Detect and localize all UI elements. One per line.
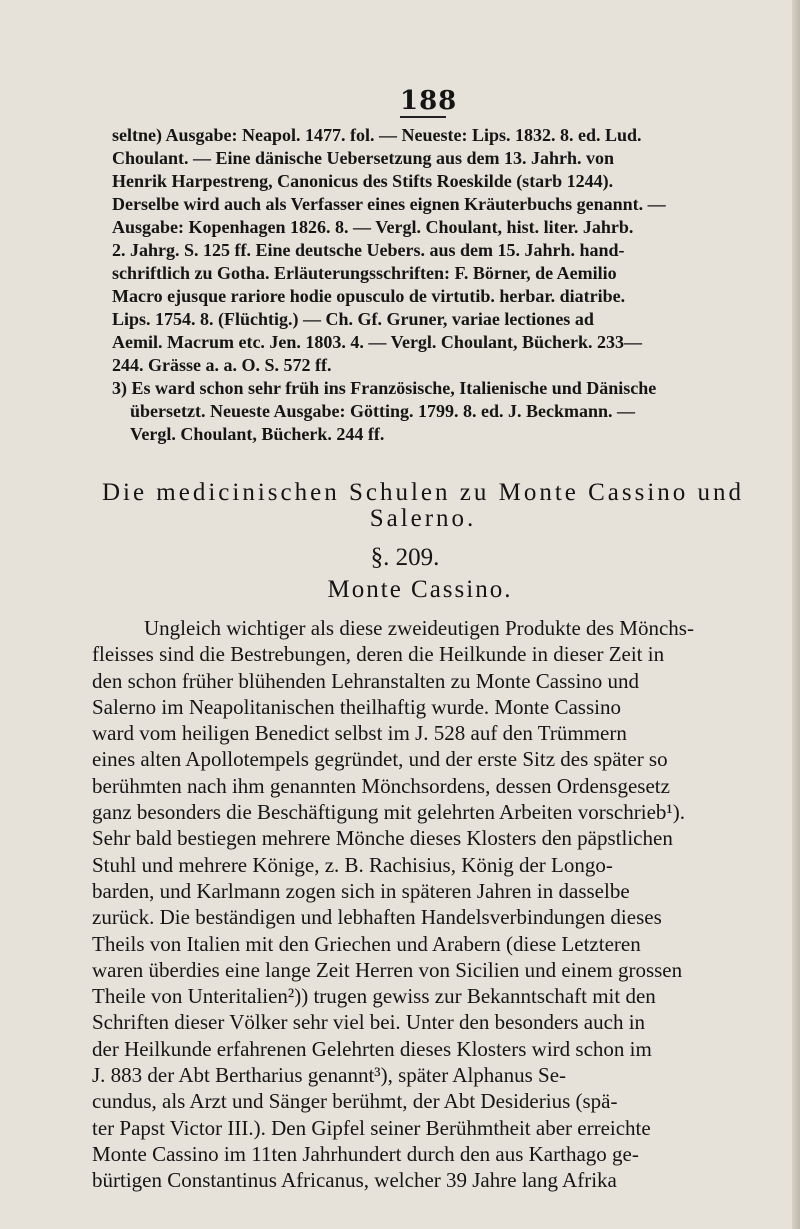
body-line: Ungleich wichtiger als diese zweideutigen Produkte des Mönchs- xyxy=(144,616,694,640)
footnote-line: schriftlich zu Gotha. Erläuterungsschriften: F. Börner, de Aemilio xyxy=(112,263,617,283)
body-line: J. 883 der Abt Bertharius genannt³), später Alphanus Se- xyxy=(92,1063,567,1088)
body-line: bürtigen Constantinus Africanus, welcher 39 Jahre lang Afrika xyxy=(92,1168,617,1193)
body-line: zurück. Die beständigen und lebhaften Handelsverbindungen dieses xyxy=(92,905,662,930)
body-line: Monte Cassino im 11ten Jahrhundert durch den aus Karthago ge- xyxy=(92,1141,639,1166)
body-line: waren überdies eine lange Zeit Herren von Sicilien und einem grossen xyxy=(92,957,683,982)
body-line: Sehr bald bestiegen mehrere Mönche dieses Klosters den päpstlichen xyxy=(92,826,673,851)
body-line: berühmten nach ihm genannten Mönchsordens, dessen Ordensgesetz xyxy=(92,773,670,798)
body-line: der Heilkunde erfahrenen Gelehrten dieses Klosters wird schon im xyxy=(92,1036,652,1061)
footnote-line: 3) Es ward schon sehr früh ins Französische, Italienische und Dänische xyxy=(112,378,657,398)
section-title: Monte Cassino. xyxy=(327,576,513,603)
footnote-line: Aemil. Macrum etc. Jen. 1803. 4. — Vergl. Choulant, Bücherk. 233— xyxy=(112,332,642,352)
body-line: den schon früher blühenden Lehranstalten zu Monte Cassino und xyxy=(92,668,640,693)
body-line: fleisses sind die Bestrebungen, deren die Heilkunde in dieser Zeit in xyxy=(92,642,665,667)
body-text xyxy=(92,615,758,1194)
footnote-line: seltne) Ausgabe: Neapol. 1477. fol. — Neueste: Lips. 1832. 8. ed. Lud. xyxy=(112,125,642,145)
section-number: §. 209. xyxy=(370,544,440,571)
body-line: Salerno im Neapolitanischen theilhaftig wurde. Monte Cassino xyxy=(92,694,621,719)
body-line: ganz besonders die Beschäftigung mit gelehrten Arbeiten vorschrieb¹). xyxy=(92,800,685,825)
body-line: Stuhl und mehrere Könige, z. B. Rachisius, König der Longo- xyxy=(92,852,613,877)
body-line: ter Papst Victor III.). Den Gipfel seiner Berühmtheit aber erreichte xyxy=(92,1115,651,1140)
footnote-line: Derselbe wird auch als Verfasser eines eignen Kräuterbuchs genannt. — xyxy=(112,194,666,214)
footnote-line: Ausgabe: Kopenhagen 1826. 8. — Vergl. Choulant, hist. liter. Jahrb. xyxy=(112,217,634,237)
scan-edge-shadow xyxy=(792,0,800,1229)
body-line: Schriften dieser Völker sehr viel bei. Unter den besonders auch in xyxy=(92,1010,646,1035)
footnote-line: Henrik Harpestreng, Canonicus des Stifts Roeskilde (starb 1244). xyxy=(112,171,614,191)
chapter-heading-continued: Salerno. xyxy=(369,505,477,532)
footnote-line: Choulant. — Eine dänische Uebersetzung aus dem 13. Jahrh. von xyxy=(112,148,615,168)
chapter-heading: Die medicinischen Schulen zu Monte Cassino und xyxy=(101,479,745,506)
footnote-line: 2. Jahrg. S. 125 ff. Eine deutsche Uebers. aus dem 15. Jahrh. hand- xyxy=(112,240,625,260)
body-line: ward vom heiligen Benedict selbst im J. 528 auf den Trümmern xyxy=(92,721,627,746)
body-line: Theile von Unteritalien²)) trugen gewiss zur Bekanntschaft mit den xyxy=(92,984,656,1009)
body-line: Theils von Italien mit den Griechen und Arabern (diese Letzteren xyxy=(92,931,641,956)
body-line: cundus, als Arzt und Sänger berühmt, der Abt Desiderius (spä- xyxy=(92,1089,618,1114)
footnote-line: 244. Grässe a. a. O. S. 572 ff. xyxy=(112,355,332,375)
body-line: eines alten Apollotempels gegründet, und der erste Sitz des später so xyxy=(92,747,668,772)
footnote-line: Vergl. Choulant, Bücherk. 244 ff. xyxy=(130,424,385,444)
footnote-line: übersetzt. Neueste Ausgabe: Götting. 1799. 8. ed. J. Beckmann. — xyxy=(130,401,635,421)
page-number: 188 xyxy=(400,86,458,116)
footnote-line: Lips. 1754. 8. (Flüchtig.) — Ch. Gf. Gruner, variae lectiones ad xyxy=(112,309,594,329)
footnotes xyxy=(112,124,754,446)
footnote-line: Macro ejusque rariore hodie opusculo de virtutib. herbar. diatribe. xyxy=(112,286,626,306)
body-line: barden, und Karlmann zogen sich in späteren Jahren in dasselbe xyxy=(92,878,630,903)
